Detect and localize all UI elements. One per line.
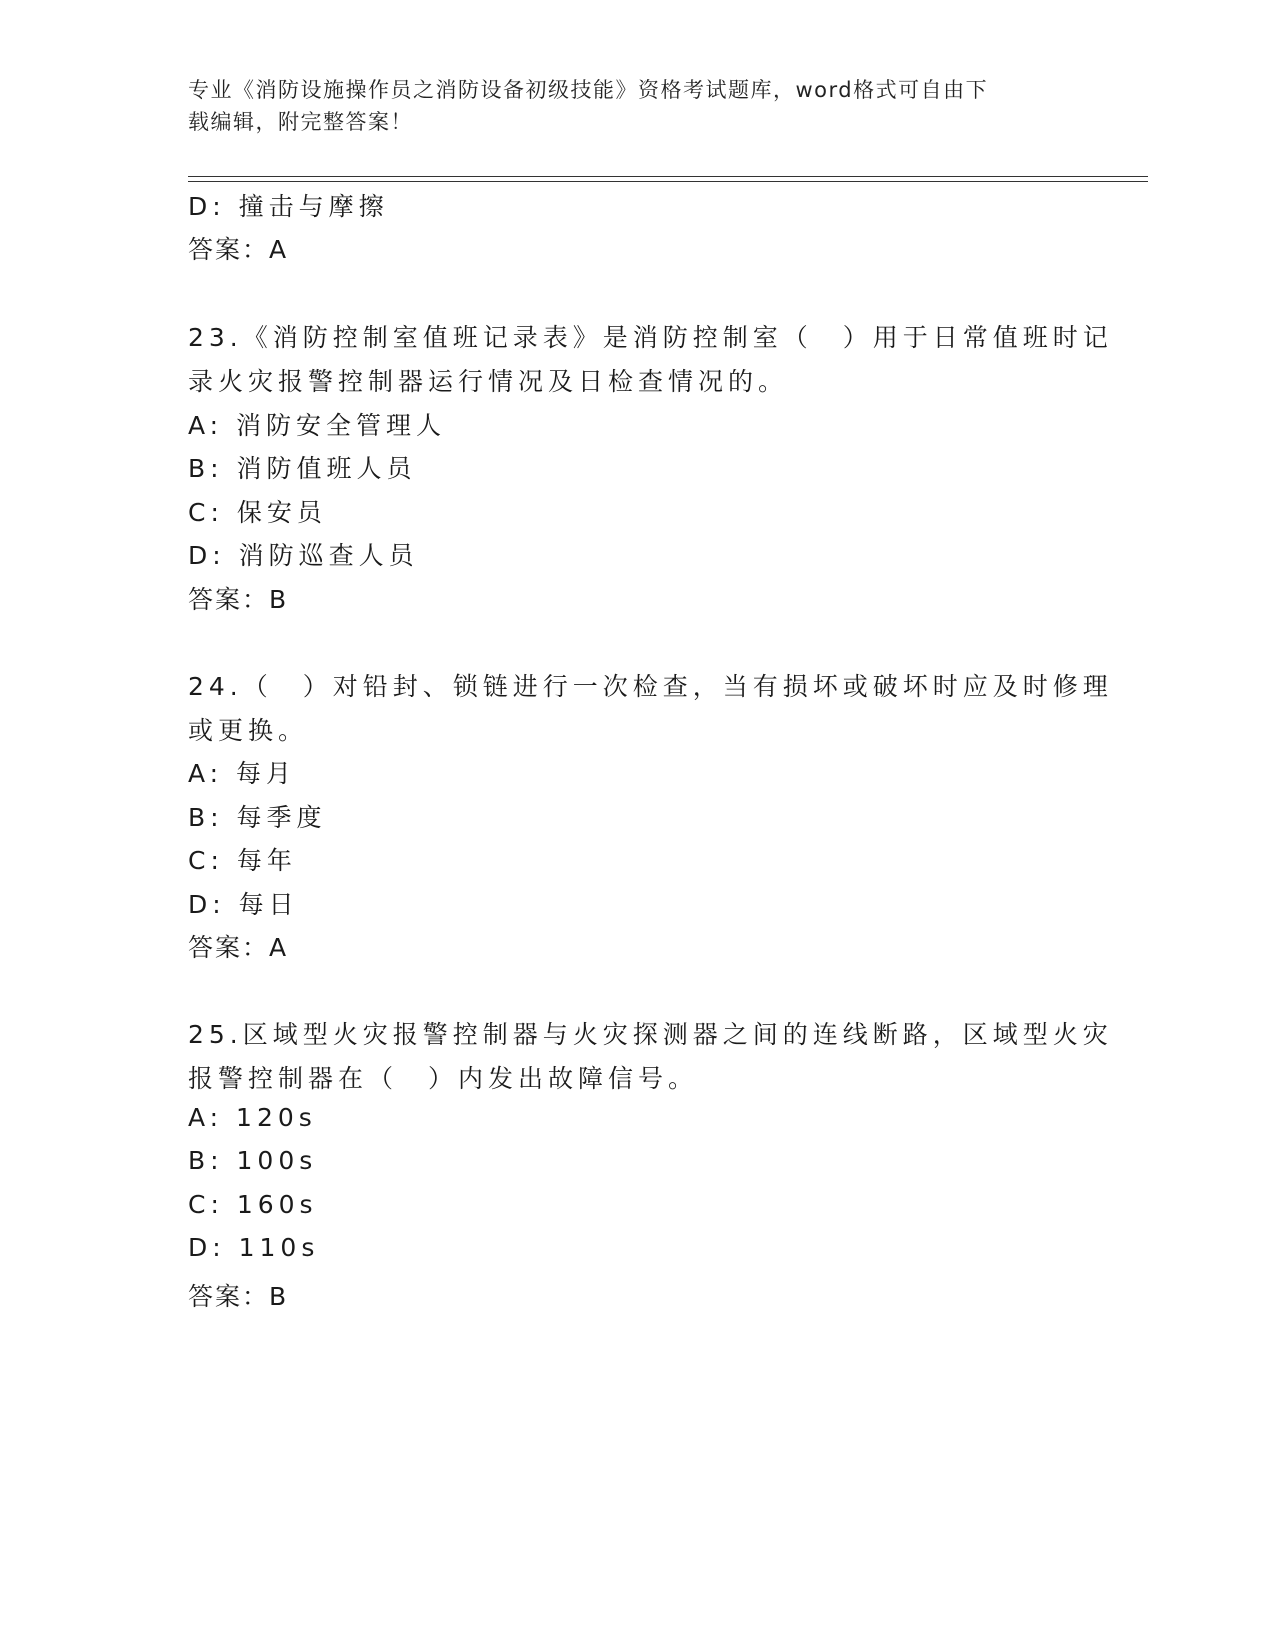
q25-option-a: A: 120s	[188, 1103, 317, 1132]
q23-stem-line-1: 23.《消防控制室值班记录表》是消防控制室（ ）用于日常值班时记	[188, 323, 1113, 352]
q25-option-b: B: 100s	[188, 1146, 318, 1175]
page-header	[188, 74, 1068, 138]
q23-option-d: D: 消防巡查人员	[188, 541, 419, 570]
q24-option-d: D: 每日	[188, 890, 299, 919]
q23-option-b: B: 消防值班人员	[188, 454, 417, 483]
prev-option-d: D: 撞击与摩擦	[188, 192, 389, 221]
q25-stem-line-2: 报警控制器在（ ）内发出故障信号。	[188, 1064, 699, 1093]
header-divider-bottom	[188, 181, 1148, 182]
q24-stem-line-2: 或更换。	[188, 716, 309, 745]
q24-option-b: B: 每季度	[188, 803, 327, 832]
header-line-1: 专业《消防设施操作员之消防设备初级技能》资格考试题库，word格式可自由下	[188, 78, 989, 102]
q23-option-a: A: 消防安全管理人	[188, 411, 447, 440]
q25-answer: 答案：B	[188, 1282, 289, 1311]
q25-option-d: D: 110s	[188, 1233, 320, 1262]
q25-option-c: C: 160s	[188, 1190, 318, 1219]
header-divider-top	[188, 176, 1148, 177]
q24-stem-line-1: 24.（ ）对铅封、锁链进行一次检查，当有损坏或破坏时应及时修理	[188, 672, 1113, 701]
q23-option-c: C: 保安员	[188, 498, 327, 527]
q23-stem-line-2: 录火灾报警控制器运行情况及日检查情况的。	[188, 367, 789, 396]
q23-answer: 答案：B	[188, 585, 289, 614]
q24-option-c: C: 每年	[188, 846, 297, 875]
prev-answer: 答案：A	[188, 235, 289, 264]
q24-option-a: A: 每月	[188, 759, 297, 788]
header-line-2: 载编辑，附完整答案！	[188, 110, 413, 134]
q24-answer: 答案：A	[188, 933, 289, 962]
q25-stem-line-1: 25.区域型火灾报警控制器与火灾探测器之间的连线断路，区域型火灾	[188, 1020, 1113, 1049]
